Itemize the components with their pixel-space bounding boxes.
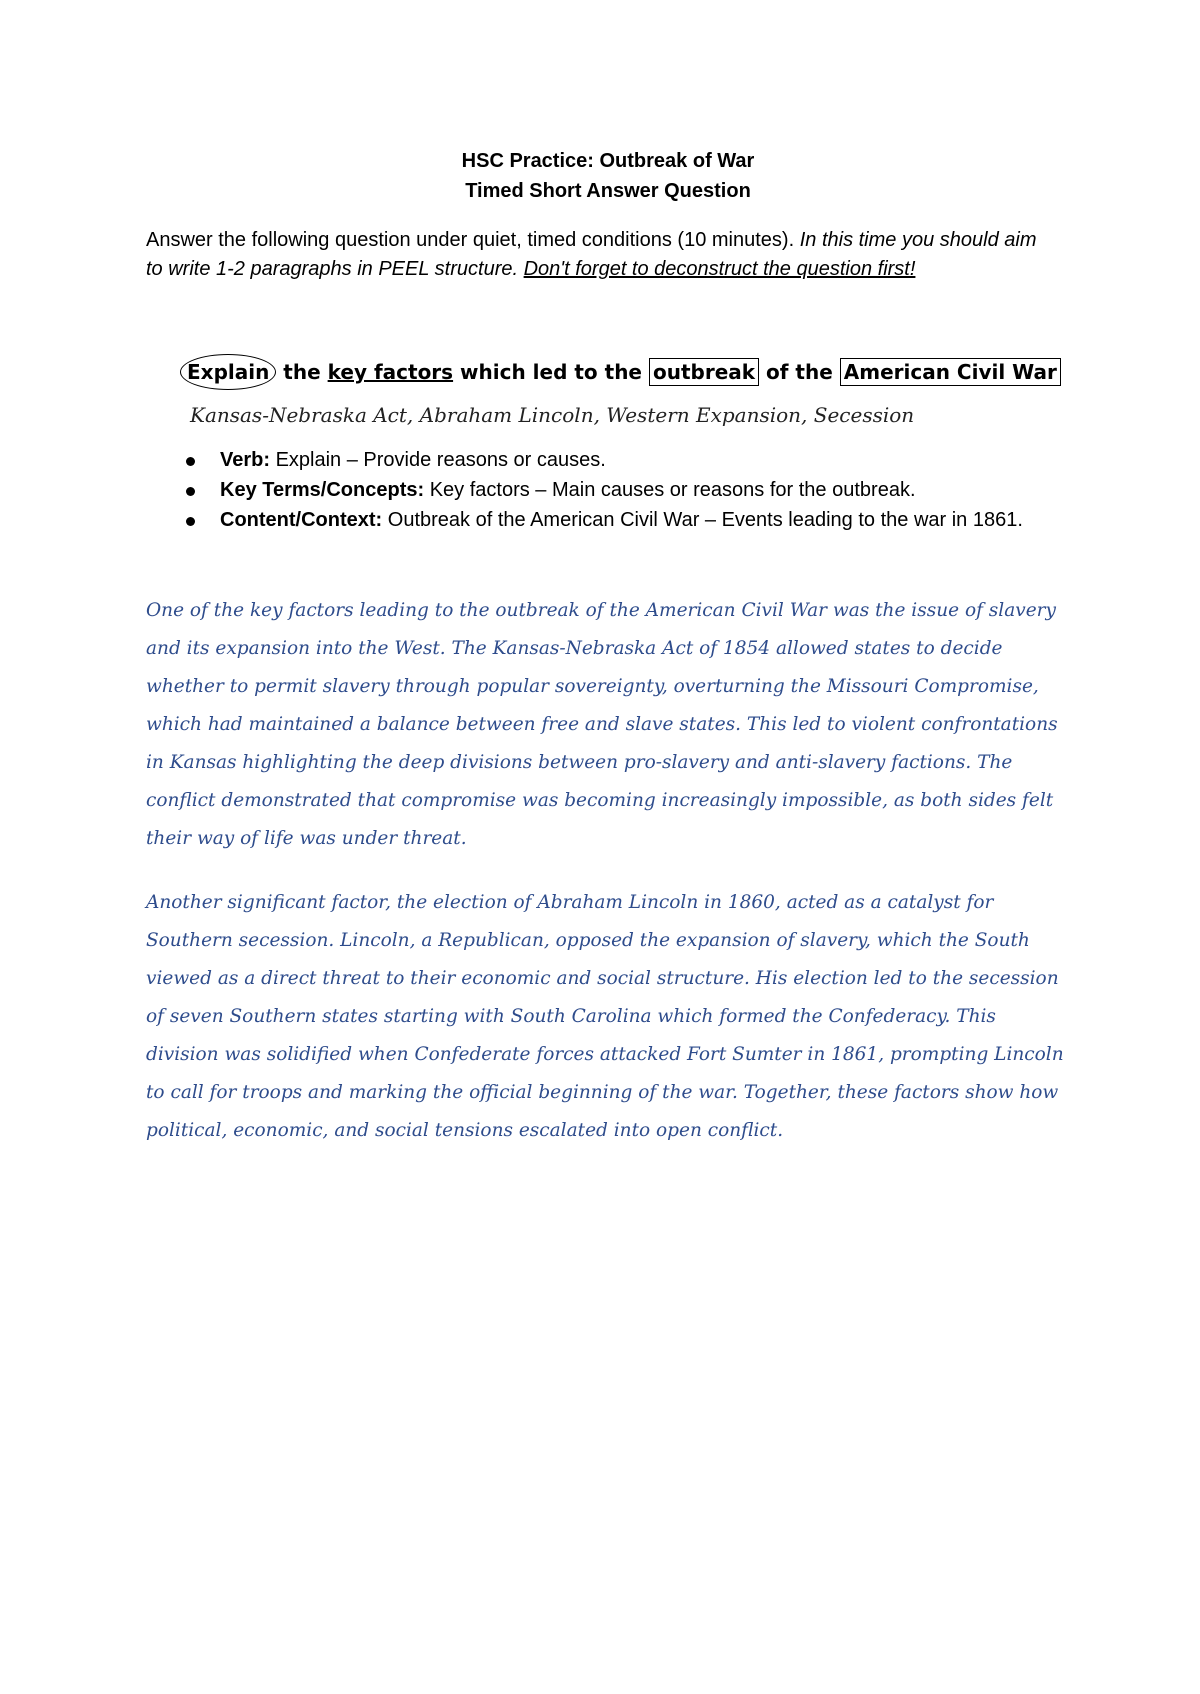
list-item-label: Verb: [220, 449, 271, 471]
list-item [146, 506, 1070, 535]
list-item-text: Explain – Provide reasons or causes. [270, 449, 606, 471]
question-verb-circled: Explain [180, 354, 276, 390]
instructions-italic: In this time you should aim to write 1-2 paragraphs in PEEL structure. [146, 229, 1037, 280]
title-line-2: Timed Short Answer Question [465, 180, 751, 202]
question-text-3: of the [759, 360, 840, 384]
question-boxed-outbreak: outbreak [649, 358, 759, 386]
question-text-1: the [276, 360, 328, 384]
deconstruction-list [146, 446, 1070, 536]
list-item-text: Outbreak of the American Civil War – Events leading to the war in 1861. [382, 509, 1023, 531]
bullet-icon [186, 517, 195, 526]
question-boxed-context: American Civil War [840, 358, 1061, 386]
list-item-label: Key Terms/Concepts: [220, 479, 425, 501]
bullet-icon [186, 457, 195, 466]
list-item [146, 446, 1070, 475]
question-text-2: which led to the [453, 360, 649, 384]
handwritten-factors-note: Kansas-Nebraska Act, Abraham Lincoln, Western Expansion, Secession [190, 403, 915, 427]
question-key-terms-underlined: key factors [327, 360, 454, 384]
list-item-label: Content/Context: [220, 509, 383, 531]
document-page [146, 0, 1070, 1694]
instructions [146, 226, 1046, 284]
title-line-1: HSC Practice: Outbreak of War [461, 150, 755, 172]
question-prompt [188, 354, 1061, 390]
list-item-text: Key factors – Main causes or reasons for the outbreak. [424, 479, 916, 501]
list-item [146, 476, 1070, 505]
instructions-underlined: Don't forget to deconstruct the question first! [523, 258, 916, 280]
bullet-icon [186, 487, 195, 496]
document-title [146, 146, 1070, 206]
answer-paragraph-1: One of the key factors leading to the outbreak of the American Civil War was the issue of slavery and its expansion into the West. The Kansas-Nebraska Act of 1854 allowed states to decide whether to permit slavery through popular sovereignty, overturning the Missouri Compromise, which had maintained a balance between free and slave states. This led to violent confrontations in Kansas highlighting the deep divisions between pro-slavery and anti-slavery factions. The conflict demonstrated that compromise was becoming increasingly impossible, as both sides felt their way of life was under threat. [146, 600, 1058, 849]
instructions-plain: Answer the following question under quiet, timed conditions (10 minutes). [146, 229, 795, 251]
answer-paragraph-2: Another significant factor, the election of Abraham Lincoln in 1860, acted as a catalyst for Southern secession. Lincoln, a Republican, opposed the expansion of slavery, which the South viewed as a direct threat to their economic and social structure. His election led to the secession of seven Southern states starting with South Carolina which formed the Confederacy. This division was solidified when Confederate forces attacked Fort Sumter in 1861, prompting Lincoln to call for troops and marking the official beginning of the war. Together, these factors show how political, economic, and social tensions escalated into open conflict. [146, 892, 1064, 1141]
